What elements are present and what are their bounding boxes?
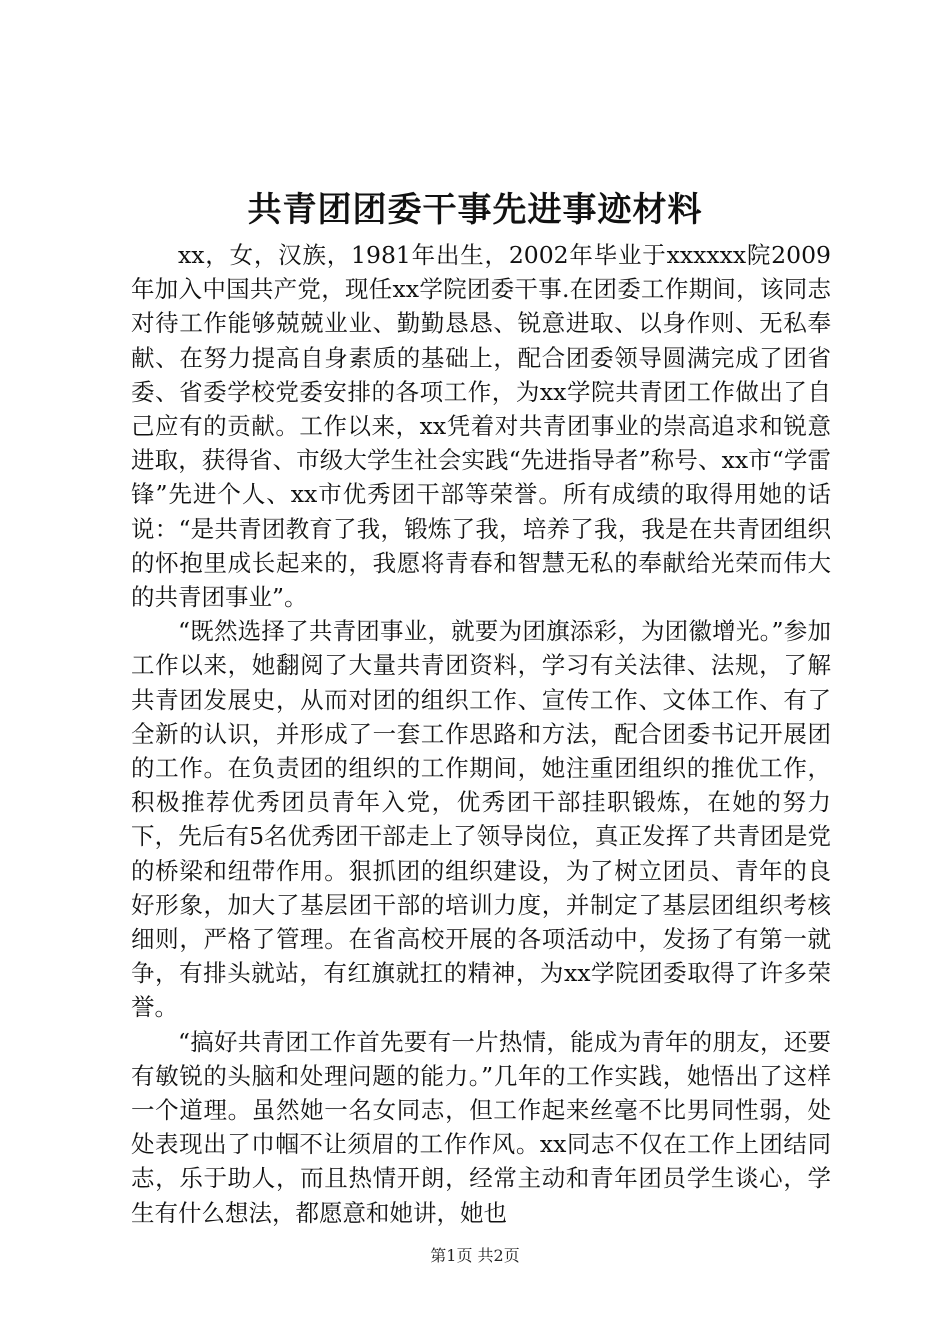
document-body bbox=[131, 238, 831, 1230]
paragraph-1: xx，女，汉族，1981年出生，2002年毕业于xxxxxx院2009年加入中国共产党，现任xx学院团委干事.在团委工作期间，该同志对待工作能够兢兢业业、勤勤恳恳、锐意进取、以身作则、无私奉献、在努力提高自身素质的基础上，配合团委领导圆满完成了团省委、省委学校党委安排的各项工作，为xx学院共青团工作做出了自己应有的贡献。工作以来，xx凭着对共青团事业的崇高追求和锐意进取，获得省、市级大学生社会实践“先进指导者”称号、xx市“学雷锋”先进个人、xx市优秀团干部等荣誉。所有成绩的取得用她的话说：“是共青团教育了我，锻炼了我，培养了我，我是在共青团组织的怀抱里成长起来的，我愿将青春和智慧无私的奉献给光荣而伟大的共青团事业”。 bbox=[131, 241, 831, 612]
paragraph-2: “既然选择了共青团事业，就要为团旗添彩，为团徽增光。”参加工作以来，她翻阅了大量共青团资料，学习有关法律、法规，了解共青团发展史，从而对团的组织工作、宣传工作、文体工作、有了全新的认识，并形成了一套工作思路和方法，配合团委书记开展团的工作。在负责团的组织的工作期间，她注重团组织的推优工作，积极推荐优秀团员青年入党，优秀团干部挂职锻炼，在她的努力下，先后有5名优秀团干部走上了领导岗位，真正发挥了共青团是党的桥梁和纽带作用。狠抓团的组织建设，为了树立团员、青年的良好形象，加大了基层团干部的培训力度，并制定了基层团组织考核细则，严格了管理。在省高校开展的各项活动中，发扬了有第一就争，有排头就站，有红旗就扛的精神，为xx学院团委取得了许多荣誉。 bbox=[131, 617, 831, 1022]
document-title: 共青团团委干事先进事迹材料 bbox=[247, 190, 703, 230]
page-number-footer: 第1页 共2页 bbox=[430, 1246, 520, 1265]
paragraph-3: “搞好共青团工作首先要有一片热情，能成为青年的朋友，还要有敏锐的头脑和处理问题的能力。”几年的工作实践，她悟出了这样一个道理。虽然她一名女同志，但工作起来丝毫不比男同性弱，处处表现出了巾帼不让须眉的工作作风。xx同志不仅在工作上团结同志，乐于助人，而且热情开朗，经常主动和青年团员学生谈心，学生有什么想法，都愿意和她讲，她也 bbox=[131, 1027, 831, 1227]
